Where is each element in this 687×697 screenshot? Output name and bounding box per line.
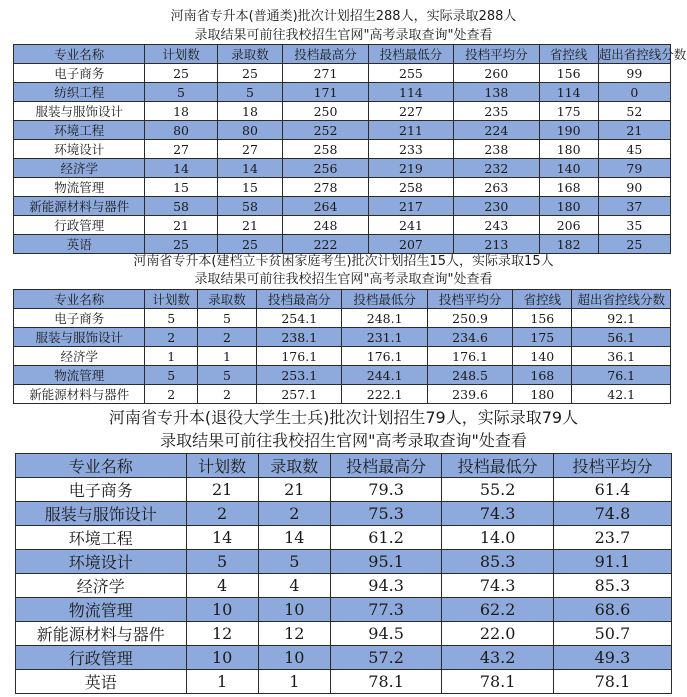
table-cell: 156 (513, 309, 572, 328)
table-row (16, 478, 672, 502)
table-cell: 5 (145, 309, 198, 328)
table-cell: 263 (454, 178, 539, 197)
major-name-cell: 电子商务 (14, 64, 145, 83)
table-cell: 176.1 (342, 347, 427, 366)
table-cell: 56.1 (572, 328, 671, 347)
table-cell: 248 (283, 216, 368, 235)
table-cell: 175 (539, 102, 598, 121)
table-cell: 21 (217, 216, 283, 235)
table-cell: 5 (145, 366, 198, 385)
table-cell: 25 (598, 235, 670, 254)
table-header-row (14, 290, 671, 309)
table-cell: 79 (598, 159, 670, 178)
table-cell: 4 (186, 574, 258, 598)
table-cell: 250 (283, 102, 368, 121)
table-cell: 252 (283, 121, 368, 140)
table-cell: 21 (258, 478, 330, 502)
table-row (14, 121, 671, 140)
table-cell: 0 (598, 83, 670, 102)
major-name-cell: 新能源材料与器件 (16, 622, 187, 646)
major-name-cell: 行政管理 (16, 646, 187, 670)
column-header: 计划数 (145, 45, 217, 64)
major-name-cell: 电子商务 (16, 478, 187, 502)
table-cell: 238.1 (257, 328, 342, 347)
table-cell: 25 (145, 235, 217, 254)
table-cell: 222 (283, 235, 368, 254)
table-cell: 36.1 (572, 347, 671, 366)
table-cell: 2 (197, 328, 256, 347)
table-cell: 25 (145, 64, 217, 83)
table-cell: 21 (598, 121, 670, 140)
section1-subtitle: 录取结果可前往我校招生官网"高考录取查询"处查看 (194, 28, 493, 43)
table-cell: 74.3 (442, 574, 554, 598)
table-cell: 15 (217, 178, 283, 197)
table-cell: 50.7 (553, 622, 671, 646)
table-cell: 45 (598, 140, 670, 159)
table-cell: 12 (186, 622, 258, 646)
major-name-cell: 服装与服饰设计 (16, 502, 187, 526)
column-header: 录取数 (197, 290, 256, 309)
table-cell: 14 (217, 159, 283, 178)
major-name-cell: 英语 (14, 235, 145, 254)
column-header: 省控线 (539, 45, 598, 64)
table-row (14, 216, 671, 235)
table-cell: 42.1 (572, 385, 671, 404)
table-cell: 5 (186, 550, 258, 574)
table-cell: 258 (283, 140, 368, 159)
table-cell: 264 (283, 197, 368, 216)
major-name-cell: 电子商务 (14, 309, 145, 328)
table-cell: 85.3 (553, 574, 671, 598)
table-row (16, 526, 672, 550)
table-cell: 22.0 (442, 622, 554, 646)
table-cell: 176.1 (427, 347, 512, 366)
table-row (14, 385, 671, 404)
table-row (14, 140, 671, 159)
table-cell: 234.6 (427, 328, 512, 347)
table-cell: 18 (145, 102, 217, 121)
table-cell: 4 (258, 574, 330, 598)
column-header: 计划数 (145, 290, 198, 309)
column-header: 录取数 (258, 454, 330, 478)
table-cell: 222.1 (342, 385, 427, 404)
column-header: 投档最低分 (442, 454, 554, 478)
table-row (14, 159, 671, 178)
column-header: 投档最低分 (368, 45, 453, 64)
table-cell: 74.8 (553, 502, 671, 526)
table-cell: 168 (513, 366, 572, 385)
table-cell: 76.1 (572, 366, 671, 385)
table-cell: 14 (258, 526, 330, 550)
table-cell: 239.6 (427, 385, 512, 404)
major-name-cell: 行政管理 (14, 216, 145, 235)
table-cell: 14 (145, 159, 217, 178)
table-cell: 2 (145, 328, 198, 347)
table-cell: 140 (513, 347, 572, 366)
table-cell: 140 (539, 159, 598, 178)
major-name-cell: 纺织工程 (14, 83, 145, 102)
table-cell: 74.3 (442, 502, 554, 526)
table-cell: 23.7 (553, 526, 671, 550)
table-cell: 1 (258, 670, 330, 694)
table-cell: 230 (454, 197, 539, 216)
table-cell: 2 (145, 385, 198, 404)
table-cell: 257.1 (257, 385, 342, 404)
table-cell: 12 (258, 622, 330, 646)
table-cell: 180 (513, 385, 572, 404)
table-cell: 255 (368, 64, 453, 83)
table-cell: 256 (283, 159, 368, 178)
table-row (16, 598, 672, 622)
table-cell: 27 (217, 140, 283, 159)
table-cell: 94.5 (330, 622, 442, 646)
table-cell: 258 (368, 178, 453, 197)
table-row (14, 178, 671, 197)
table-cell: 5 (217, 83, 283, 102)
column-header: 专业名称 (14, 45, 145, 64)
table-cell: 58 (217, 197, 283, 216)
table-cell: 95.1 (330, 550, 442, 574)
table-cell: 55.2 (442, 478, 554, 502)
table-row (14, 366, 671, 385)
table-row (16, 622, 672, 646)
table-cell: 1 (197, 347, 256, 366)
table-cell: 5 (197, 366, 256, 385)
column-header: 录取数 (217, 45, 283, 64)
table-header-row (16, 454, 672, 478)
table-row (16, 670, 672, 694)
table-cell: 5 (145, 83, 217, 102)
table-cell: 79.3 (330, 478, 442, 502)
table-row (16, 574, 672, 598)
major-name-cell: 物流管理 (16, 598, 187, 622)
table-cell: 90 (598, 178, 670, 197)
admission-table-veterans (15, 453, 672, 694)
table-cell: 260 (454, 64, 539, 83)
table-cell: 219 (368, 159, 453, 178)
table-cell: 49.3 (553, 646, 671, 670)
table-cell: 233 (368, 140, 453, 159)
table-cell: 52 (598, 102, 670, 121)
table-cell: 61.2 (330, 526, 442, 550)
table-cell: 168 (539, 178, 598, 197)
table-cell: 18 (217, 102, 283, 121)
table-cell: 180 (539, 197, 598, 216)
table-row (14, 197, 671, 216)
table-cell: 78.1 (442, 670, 554, 694)
section1-title: 河南省专升本(普通类)批次计划招生288人，实际录取288人 (170, 9, 517, 24)
table-cell: 207 (368, 235, 453, 254)
major-name-cell: 经济学 (16, 574, 187, 598)
table-cell: 78.1 (330, 670, 442, 694)
table-cell: 68.6 (553, 598, 671, 622)
major-name-cell: 英语 (16, 670, 187, 694)
table-row (14, 347, 671, 366)
table-cell: 2 (258, 502, 330, 526)
admission-table-regular (13, 44, 687, 254)
column-header: 省控线 (513, 290, 572, 309)
table-cell: 5 (258, 550, 330, 574)
table-cell: 114 (539, 83, 598, 102)
major-name-cell: 环境工程 (16, 526, 187, 550)
table-cell: 250.9 (427, 309, 512, 328)
table-cell: 27 (145, 140, 217, 159)
major-name-cell: 新能源材料与器件 (14, 197, 145, 216)
table-cell: 271 (283, 64, 368, 83)
table-cell: 138 (454, 83, 539, 102)
column-header: 投档最高分 (283, 45, 368, 64)
major-name-cell: 经济学 (14, 159, 145, 178)
table-row (14, 64, 671, 83)
table-cell: 62.2 (442, 598, 554, 622)
table-cell: 2 (197, 385, 256, 404)
section3-title: 河南省专升本(退役大学生士兵)批次计划招生79人，实际录取79人 (108, 408, 579, 427)
table-cell: 43.2 (442, 646, 554, 670)
column-header: 专业名称 (14, 290, 145, 309)
table-cell: 1 (145, 347, 198, 366)
column-header: 投档平均分 (427, 290, 512, 309)
column-header: 超出省控线分数 (598, 45, 670, 64)
table-cell: 58 (145, 197, 217, 216)
column-header: 计划数 (186, 454, 258, 478)
table-cell: 57.2 (330, 646, 442, 670)
table-cell: 37 (598, 197, 670, 216)
column-header: 超出省控线分数 (572, 290, 671, 309)
table-cell: 254.1 (257, 309, 342, 328)
table-cell: 217 (368, 197, 453, 216)
table-cell: 224 (454, 121, 539, 140)
major-name-cell: 环境设计 (14, 140, 145, 159)
table-cell: 61.4 (553, 478, 671, 502)
table-cell: 25 (217, 64, 283, 83)
table-cell: 171 (283, 83, 368, 102)
table-cell: 14 (186, 526, 258, 550)
major-name-cell: 环境工程 (14, 121, 145, 140)
table-row (16, 646, 672, 670)
table-row (14, 83, 671, 102)
column-header: 投档平均分 (553, 454, 671, 478)
table-cell: 35 (598, 216, 670, 235)
table-cell: 156 (539, 64, 598, 83)
table-cell: 25 (217, 235, 283, 254)
table-cell: 227 (368, 102, 453, 121)
table-row (14, 102, 671, 121)
table-cell: 232 (454, 159, 539, 178)
table-cell: 92.1 (572, 309, 671, 328)
table-cell: 15 (145, 178, 217, 197)
table-cell: 78.1 (553, 670, 671, 694)
table-cell: 21 (186, 478, 258, 502)
table-cell: 206 (539, 216, 598, 235)
table-cell: 175 (513, 328, 572, 347)
major-name-cell: 新能源材料与器件 (14, 385, 145, 404)
table-cell: 85.3 (442, 550, 554, 574)
major-name-cell: 物流管理 (14, 178, 145, 197)
table-cell: 10 (258, 646, 330, 670)
table-row (14, 328, 671, 347)
table-cell: 10 (186, 646, 258, 670)
table-header-row (14, 45, 671, 64)
table-cell: 75.3 (330, 502, 442, 526)
table-cell: 190 (539, 121, 598, 140)
table-cell: 21 (145, 216, 217, 235)
table-cell: 238 (454, 140, 539, 159)
table-cell: 248.1 (342, 309, 427, 328)
table-cell: 10 (186, 598, 258, 622)
table-cell: 182 (539, 235, 598, 254)
table-cell: 231.1 (342, 328, 427, 347)
section2-subtitle: 录取结果可前往我校招生官网"高考录取查询"处查看 (194, 272, 493, 287)
table-cell: 243 (454, 216, 539, 235)
column-header: 投档最高分 (330, 454, 442, 478)
section2-title: 河南省专升本(建档立卡贫困家庭考生)批次计划招生15人，实际录取15人 (133, 254, 554, 269)
table-cell: 2 (186, 502, 258, 526)
table-cell: 5 (197, 309, 256, 328)
table-cell: 180 (539, 140, 598, 159)
table-cell: 14.0 (442, 526, 554, 550)
table-cell: 1 (186, 670, 258, 694)
table-cell: 253.1 (257, 366, 342, 385)
section3-subtitle: 录取结果可前往我校招生官网"高考录取查询"处查看 (160, 431, 527, 450)
table-cell: 77.3 (330, 598, 442, 622)
column-header: 投档最高分 (257, 290, 342, 309)
table-cell: 10 (258, 598, 330, 622)
table-cell: 278 (283, 178, 368, 197)
table-cell: 241 (368, 216, 453, 235)
table-cell: 94.3 (330, 574, 442, 598)
major-name-cell: 经济学 (14, 347, 145, 366)
column-header: 投档最低分 (342, 290, 427, 309)
table-cell: 99 (598, 64, 670, 83)
table-cell: 248.5 (427, 366, 512, 385)
admission-table-poverty (13, 289, 671, 404)
column-header: 专业名称 (16, 454, 187, 478)
table-row (14, 309, 671, 328)
table-cell: 244.1 (342, 366, 427, 385)
table-cell: 211 (368, 121, 453, 140)
table-row (16, 502, 672, 526)
table-cell: 80 (217, 121, 283, 140)
table-cell: 176.1 (257, 347, 342, 366)
table-cell: 114 (368, 83, 453, 102)
major-name-cell: 服装与服饰设计 (14, 328, 145, 347)
major-name-cell: 环境设计 (16, 550, 187, 574)
major-name-cell: 物流管理 (14, 366, 145, 385)
table-cell: 235 (454, 102, 539, 121)
column-header: 投档平均分 (454, 45, 539, 64)
table-cell: 213 (454, 235, 539, 254)
table-cell: 80 (145, 121, 217, 140)
table-cell: 91.1 (553, 550, 671, 574)
major-name-cell: 服装与服饰设计 (14, 102, 145, 121)
table-row (16, 550, 672, 574)
